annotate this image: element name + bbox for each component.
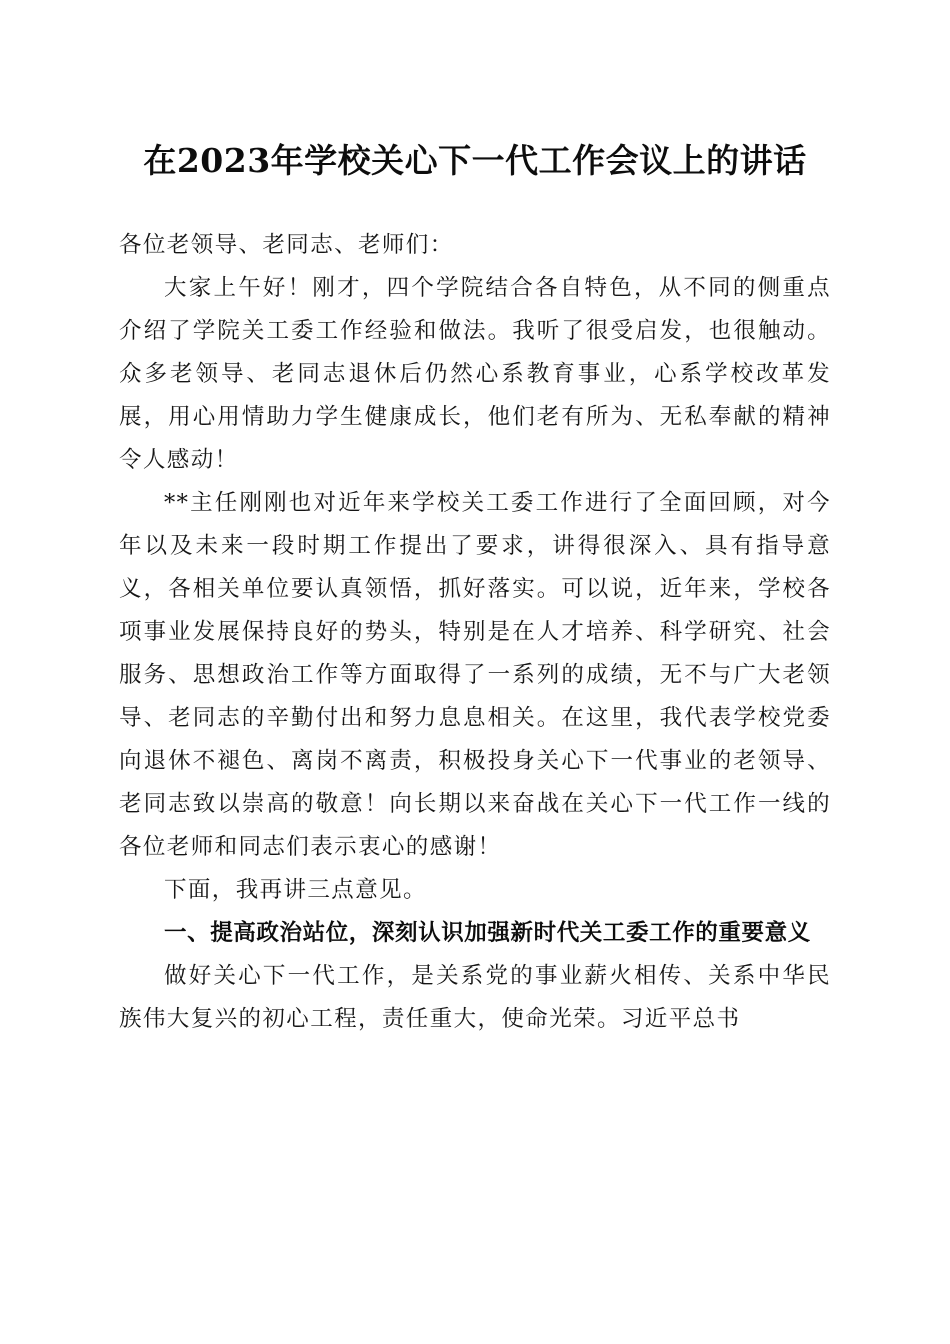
paragraph-section-1: 做好关心下一代工作，是关系党的事业薪火相传、关系中华民族伟大复兴的初心工程，责任重大，使命光荣。习近平总书 — [119, 963, 831, 1032]
section-heading-1: 一、提高政治站位，深刻认识加强新时代关工委工作的重要意义 — [164, 920, 811, 946]
paragraph-review: **主任刚刚也对近年来学校关工委工作进行了全面回顾，对今年以及未来一段时期工作提出了要求，讲得很深入、具有指导意义，各相关单位要认真领悟，抓好落实。可以说，近年来，学校各项事业发展保持良好的势头，特别是在人才培养、科学研究、社会服务、思想政治工作等方面取得了一系列的成绩，无不与广大老领导、老同志的辛勤付出和努力息息相关。在这里，我代表学校党委向退休不褪色、离岗不离责，积极投身关心下一代事业的老领导、老同志致以崇高的敬意！向长期以来奋战在关心下一代工作一线的各位老师和同志们表示衷心的感谢！ — [119, 490, 831, 860]
document-title: 在2023年学校关心下一代工作会议上的讲话 — [143, 141, 807, 180]
paragraph-transition: 下面，我再讲三点意见。 — [164, 877, 427, 903]
paragraph-opening: 大家上午好！刚才，四个学院结合各自特色，从不同的侧重点介绍了学院关工委工作经验和做法。我听了很受启发，也很触动。众多老领导、老同志退休后仍然心系教育事业，心系学校改革发展，用心用情助力学生健康成长，他们老有所为、无私奉献的精神令人感动！ — [119, 275, 831, 473]
document-body — [119, 224, 831, 1041]
salutation: 各位老领导、老同志、老师们： — [119, 232, 454, 258]
